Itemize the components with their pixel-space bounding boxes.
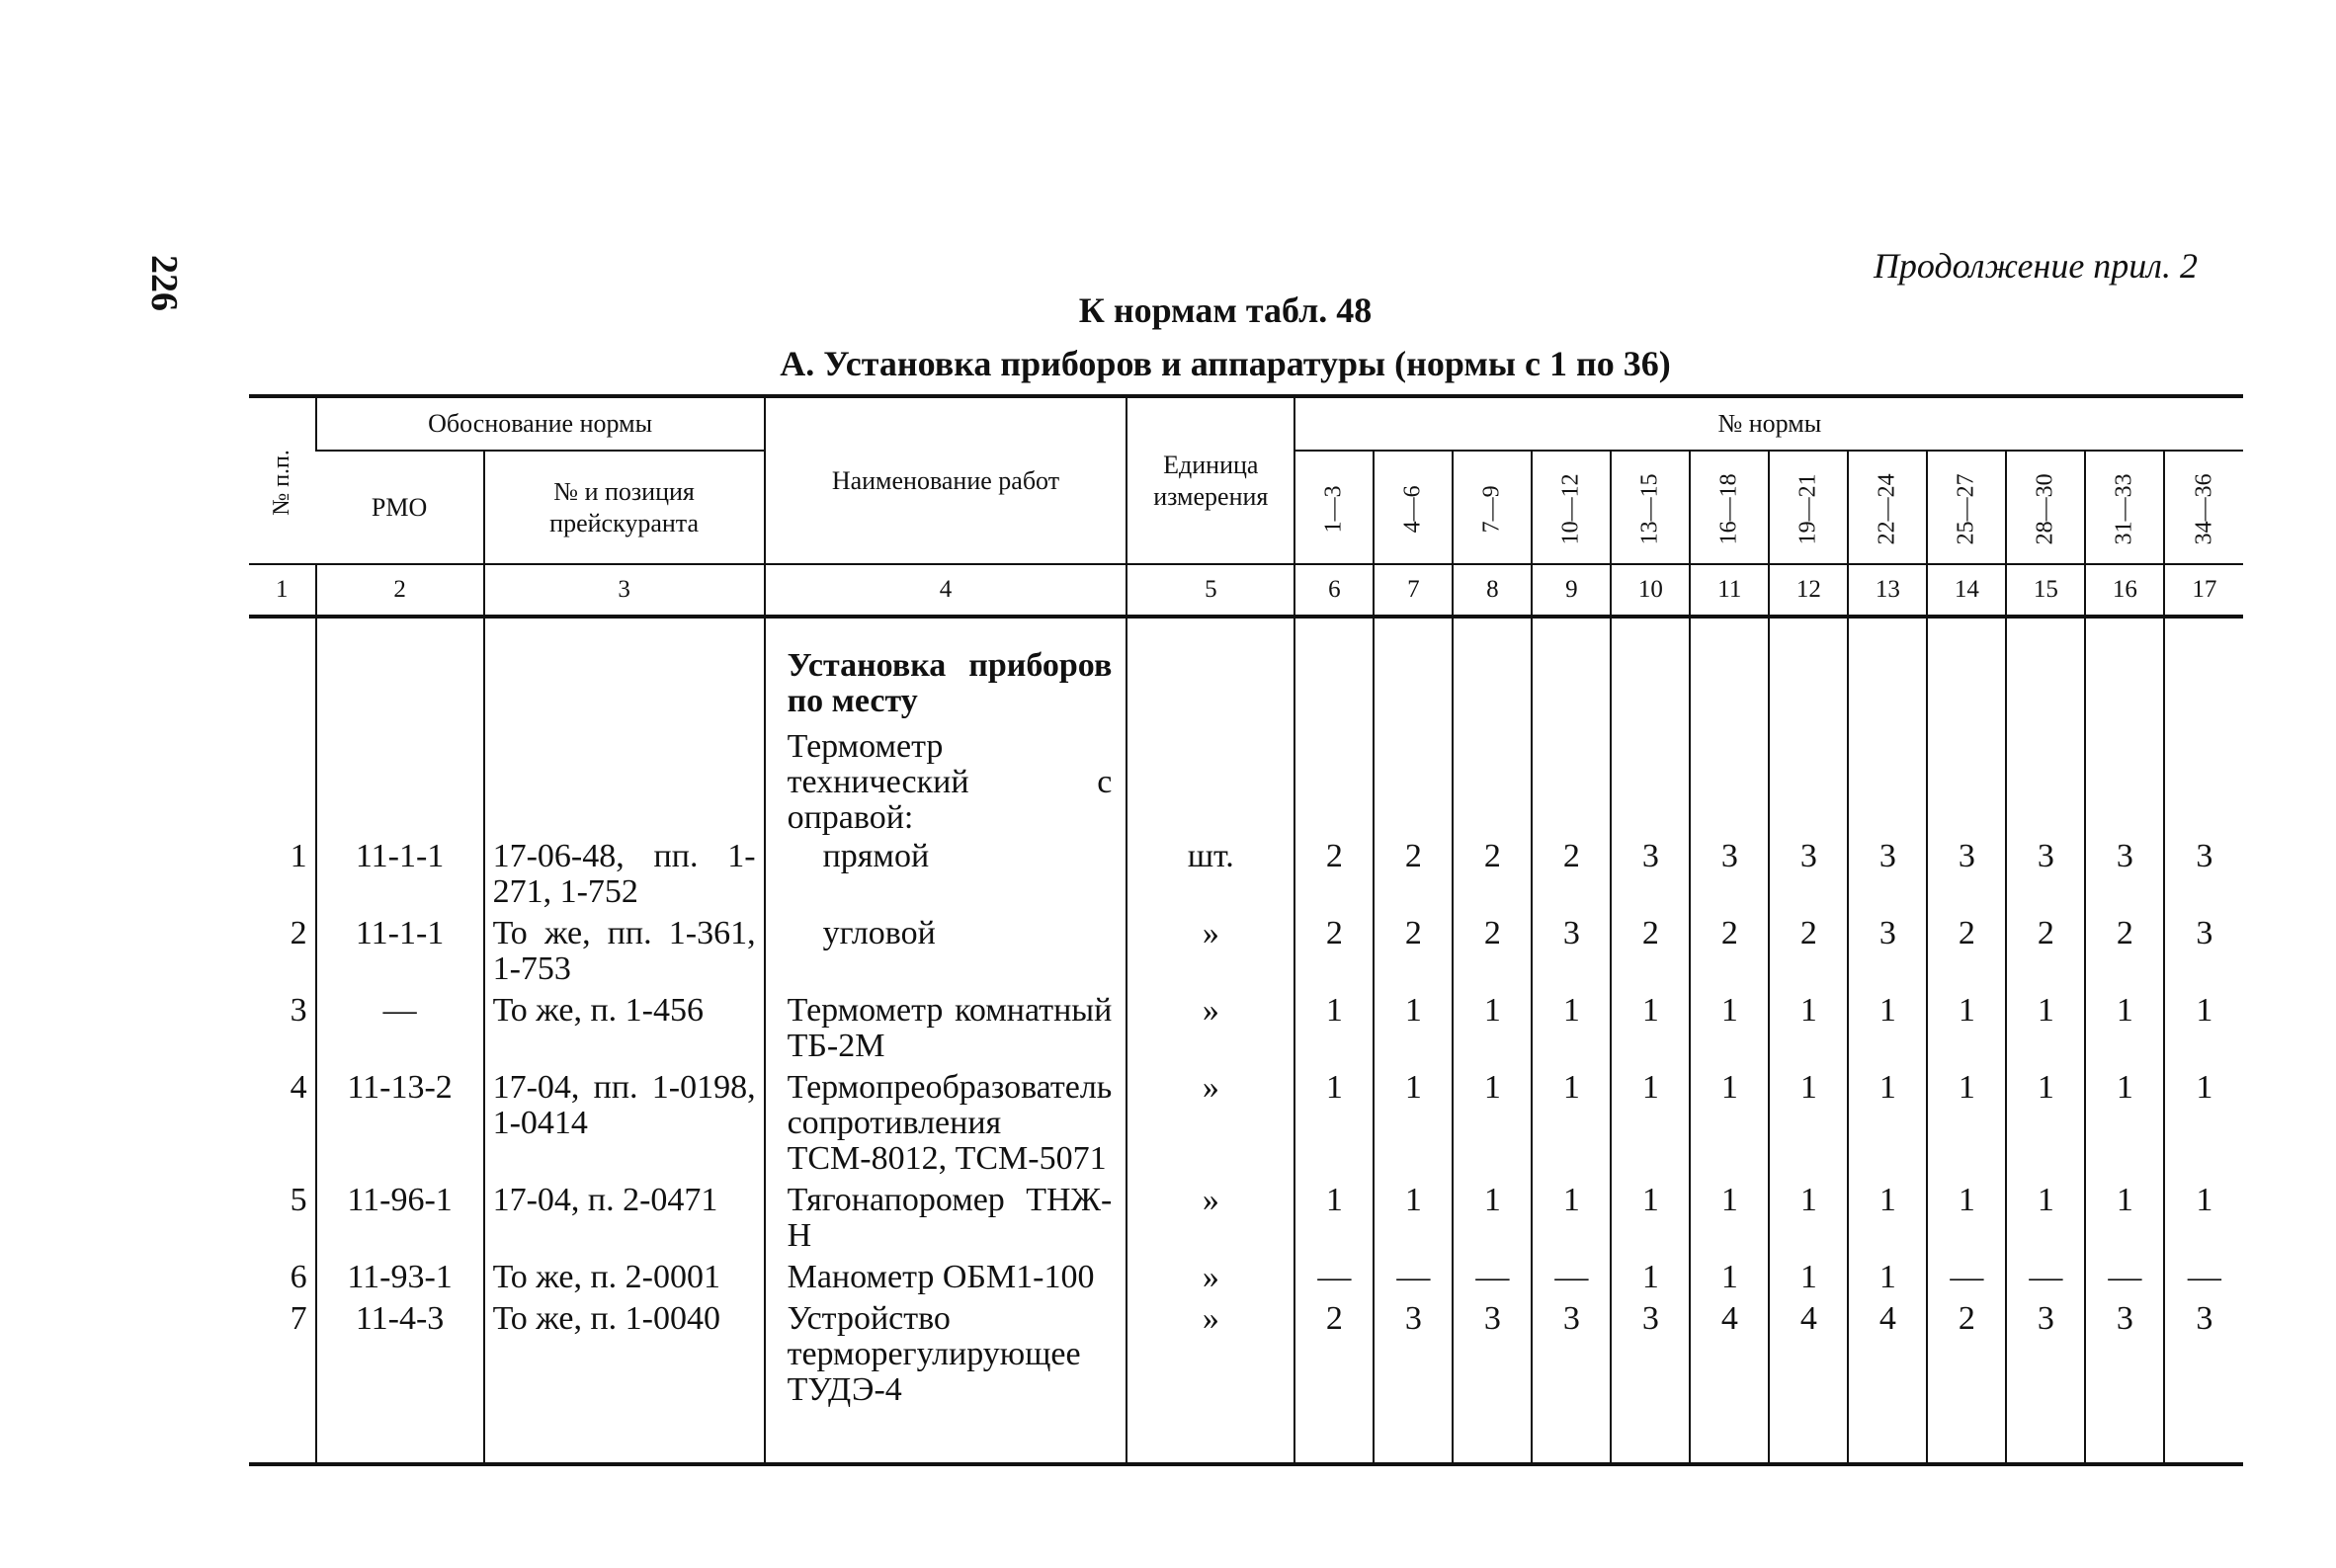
norm-value: 1	[2006, 1180, 2085, 1257]
norm-value: 1	[1294, 1067, 1374, 1180]
norm-value: 1	[1769, 1067, 1848, 1180]
rmo-code: —	[316, 990, 484, 1067]
header-norm-range: 7—9	[1453, 451, 1532, 564]
norm-value: 3	[2085, 836, 2164, 913]
rmo-code: 11-4-3	[316, 1298, 484, 1411]
column-number: 9	[1532, 564, 1611, 617]
norm-value: 1	[1453, 990, 1532, 1067]
norm-value: —	[1374, 1257, 1453, 1298]
norm-value: 3	[1848, 913, 1927, 990]
norm-value: 1	[2085, 1067, 2164, 1180]
norm-value: 1	[1927, 1180, 2006, 1257]
work-name: угловой	[765, 913, 1127, 990]
norm-value: 1	[1374, 1180, 1453, 1257]
column-number: 14	[1927, 564, 2006, 617]
norm-value: 3	[1611, 836, 1690, 913]
header-price-position: № и позиция прейскуранта	[484, 451, 765, 564]
norm-value: 1	[2085, 1180, 2164, 1257]
norm-value: 1	[1532, 1067, 1611, 1180]
column-number: 13	[1848, 564, 1927, 617]
column-number: 2	[316, 564, 484, 617]
norm-value: 2	[1769, 913, 1848, 990]
table-row	[249, 913, 2243, 990]
reference-title: К нормам табл. 48	[1078, 290, 1373, 330]
column-number: 12	[1769, 564, 1848, 617]
column-number: 4	[765, 564, 1127, 617]
norm-value: 1	[1453, 1180, 1532, 1257]
norm-value: 1	[1532, 990, 1611, 1067]
norm-value: 1	[2164, 1067, 2243, 1180]
work-name: Устройство терморегулирующее ТУДЭ-4	[765, 1298, 1127, 1411]
norm-value: 2	[2085, 913, 2164, 990]
table-row	[249, 1180, 2243, 1257]
column-number: 17	[2164, 564, 2243, 617]
norm-value: 2	[1453, 913, 1532, 990]
norm-value: 1	[1927, 1067, 2006, 1180]
header-norm-range: 22—24	[1848, 451, 1927, 564]
rmo-code: 11-1-1	[316, 913, 484, 990]
norm-value: 1	[1848, 1067, 1927, 1180]
header-justification: Обоснование нормы	[316, 396, 765, 451]
unit: »	[1126, 1257, 1294, 1298]
norm-value: 3	[2006, 836, 2085, 913]
row-number: 2	[290, 915, 307, 951]
column-number: 8	[1453, 564, 1532, 617]
norm-value: 1	[2164, 990, 2243, 1067]
work-name: прямой	[765, 836, 1127, 913]
header-norm-range: 10—12	[1532, 451, 1611, 564]
price-position: 17-04, пп. 1-0198, 1-0414	[484, 1067, 765, 1180]
norm-value: —	[1927, 1257, 2006, 1298]
table-row	[249, 836, 2243, 913]
page-number: 226	[143, 255, 185, 311]
norm-value: 1	[2006, 990, 2085, 1067]
norm-value: 4	[1769, 1298, 1848, 1411]
table-row	[249, 1257, 2243, 1298]
table-title: А. Установка приборов и аппаратуры (нормы с 1 по 36)	[780, 344, 1671, 383]
price-position: 17-04, п. 2-0471	[484, 1180, 765, 1257]
norm-value: 1	[1769, 1257, 1848, 1298]
norm-value: 4	[1848, 1298, 1927, 1411]
norm-value: 3	[2164, 836, 2243, 913]
column-number: 5	[1126, 564, 1294, 617]
norm-value: 1	[1532, 1180, 1611, 1257]
norm-value: 1	[1611, 990, 1690, 1067]
norm-value: 2	[1927, 1298, 2006, 1411]
row-number: 4	[290, 1069, 307, 1106]
norm-value: —	[2006, 1257, 2085, 1298]
norm-value: 2	[1294, 1298, 1374, 1411]
norm-value: 2	[1927, 913, 2006, 990]
work-name: Термометр комнатный ТБ-2М	[765, 990, 1127, 1067]
continuation-label: Продолжение прил. 2	[1873, 246, 2198, 286]
table-row	[249, 990, 2243, 1067]
header-norm-range: 16—18	[1690, 451, 1769, 564]
norm-value: 4	[1690, 1298, 1769, 1411]
norm-value: —	[1532, 1257, 1611, 1298]
norm-value: 1	[1374, 990, 1453, 1067]
norm-value: —	[1453, 1257, 1532, 1298]
norm-value: 1	[1690, 1180, 1769, 1257]
price-position: То же, п. 1-0040	[484, 1298, 765, 1411]
norm-value: 3	[2164, 913, 2243, 990]
norm-value: 3	[1848, 836, 1927, 913]
header-norm-range: 25—27	[1927, 451, 2006, 564]
norm-value: 1	[2164, 1180, 2243, 1257]
norm-value: 1	[1453, 1067, 1532, 1180]
rmo-code: 11-93-1	[316, 1257, 484, 1298]
header-rmo: РМО	[316, 451, 484, 564]
norm-value: 3	[2006, 1298, 2085, 1411]
section-heading: Установка приборов по месту	[765, 648, 1127, 719]
rmo-code: 11-13-2	[316, 1067, 484, 1180]
unit: »	[1126, 1180, 1294, 1257]
row-number: 5	[290, 1182, 307, 1218]
norm-value: 2	[1690, 913, 1769, 990]
norm-value: 1	[2085, 990, 2164, 1067]
rmo-code: 11-1-1	[316, 836, 484, 913]
unit: шт.	[1126, 836, 1294, 913]
norm-value: 2	[1294, 836, 1374, 913]
norm-value: 1	[1848, 1180, 1927, 1257]
price-position: То же, п. 1-456	[484, 990, 765, 1067]
norm-value: 3	[2085, 1298, 2164, 1411]
norm-value: —	[2085, 1257, 2164, 1298]
norm-value: 1	[1848, 990, 1927, 1067]
norm-value: 2	[1374, 836, 1453, 913]
price-position: 17-06-48, пп. 1-271, 1-752	[484, 836, 765, 913]
header-norm-number: № нормы	[1294, 396, 2243, 451]
header-norm-range: 31—33	[2085, 451, 2164, 564]
column-number: 10	[1611, 564, 1690, 617]
norm-value: 1	[1374, 1067, 1453, 1180]
norm-value: 2	[1453, 836, 1532, 913]
header-norm-range: 13—15	[1611, 451, 1690, 564]
norm-value: 3	[2164, 1298, 2243, 1411]
header-norm-range: 1—3	[1294, 451, 1374, 564]
column-number: 7	[1374, 564, 1453, 617]
work-name: Термопреобразователь сопротивления ТСМ-8012, ТСМ-5071	[765, 1067, 1127, 1180]
table-row	[249, 1298, 2243, 1411]
norm-value: 3	[1690, 836, 1769, 913]
norm-value: 1	[1690, 990, 1769, 1067]
group-heading: Термометр технический с оправой:	[765, 729, 1127, 836]
norm-value: 3	[1532, 913, 1611, 990]
rmo-code: 11-96-1	[316, 1180, 484, 1257]
norm-value: 3	[1927, 836, 2006, 913]
norm-value: 3	[1532, 1298, 1611, 1411]
norm-value: 3	[1374, 1298, 1453, 1411]
header-norm-range: 28—30	[2006, 451, 2085, 564]
table-row	[249, 1067, 2243, 1180]
unit: »	[1126, 990, 1294, 1067]
unit: »	[1126, 1298, 1294, 1411]
column-number: 6	[1294, 564, 1374, 617]
norm-value: 2	[1611, 913, 1690, 990]
header-row-number: № п.п.	[249, 396, 316, 564]
norm-value: 1	[1769, 990, 1848, 1067]
norm-value: 3	[1769, 836, 1848, 913]
header-norm-range: 34—36	[2164, 451, 2243, 564]
norm-value: 1	[1690, 1257, 1769, 1298]
row-number: 6	[290, 1259, 307, 1295]
norm-value: 2	[1374, 913, 1453, 990]
row-number: 1	[290, 838, 307, 874]
header-norm-range: 19—21	[1769, 451, 1848, 564]
column-number: 11	[1690, 564, 1769, 617]
header-unit: Единица измерения	[1126, 396, 1294, 564]
header-work-name: Наименование работ	[765, 396, 1127, 564]
norm-value: 2	[2006, 913, 2085, 990]
column-number: 1	[249, 564, 316, 617]
row-number: 7	[290, 1300, 307, 1337]
unit: »	[1126, 1067, 1294, 1180]
work-name: Тягонапоромер ТНЖ-Н	[765, 1180, 1127, 1257]
work-name: Манометр ОБМ1-100	[765, 1257, 1127, 1298]
norm-value: 1	[1611, 1067, 1690, 1180]
norm-value: 1	[1294, 990, 1374, 1067]
norm-value: 1	[1611, 1180, 1690, 1257]
norm-value: 2	[1532, 836, 1611, 913]
norm-value: 1	[1611, 1257, 1690, 1298]
norm-value: 1	[1769, 1180, 1848, 1257]
norm-value: —	[2164, 1257, 2243, 1298]
norm-value: —	[1294, 1257, 1374, 1298]
norms-table	[249, 394, 2243, 1466]
row-number: 3	[290, 992, 307, 1029]
column-number: 15	[2006, 564, 2085, 617]
norm-value: 2	[1294, 913, 1374, 990]
norm-value: 1	[1848, 1257, 1927, 1298]
norm-value: 3	[1453, 1298, 1532, 1411]
norm-value: 1	[1294, 1180, 1374, 1257]
price-position: То же, пп. 1-361, 1-753	[484, 913, 765, 990]
norm-value: 1	[1690, 1067, 1769, 1180]
column-number: 16	[2085, 564, 2164, 617]
price-position: То же, п. 2-0001	[484, 1257, 765, 1298]
norm-value: 1	[1927, 990, 2006, 1067]
header-norm-range: 4—6	[1374, 451, 1453, 564]
unit: »	[1126, 913, 1294, 990]
norm-value: 1	[2006, 1067, 2085, 1180]
norm-value: 3	[1611, 1298, 1690, 1411]
column-number: 3	[484, 564, 765, 617]
